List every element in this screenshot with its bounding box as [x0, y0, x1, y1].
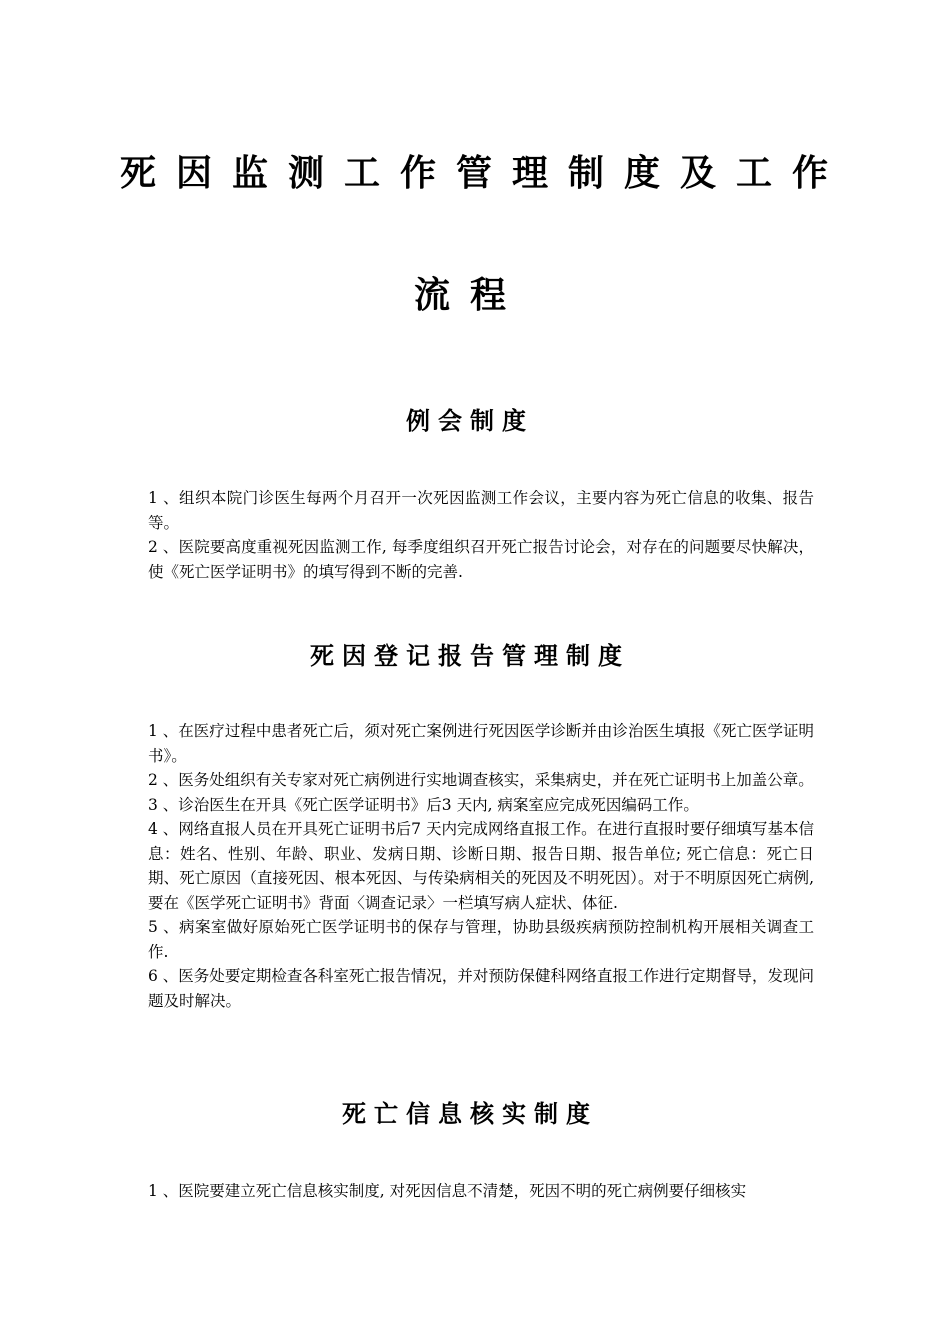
- list-item: 1 、医院要建立死亡信息核实制度, 对死因信息不清楚，死因不明的死亡病例要仔细核实: [148, 1182, 747, 1200]
- list-item: 1 、在医疗过程中患者死亡后，须对死亡案例进行死因医学诊断并由诊治医生填报《死亡医学证明书》。: [148, 722, 814, 765]
- document-title-line-2: 流程: [413, 275, 526, 316]
- section-heading-death-registration: 死因登记报告管理制度: [310, 642, 630, 670]
- section-body-death-registration: [148, 719, 814, 1013]
- section-heading-meeting-system: 例会制度: [406, 407, 534, 435]
- document-title-line-1: 死因监测工作管理制度及工作: [120, 153, 849, 194]
- section-body-death-verification: [148, 1179, 814, 1204]
- section-body-meeting-system: [148, 486, 814, 584]
- section-heading-death-verification: 死亡信息核实制度: [342, 1100, 598, 1128]
- list-item: 2 、医务处组织有关专家对死亡病例进行实地调查核实，采集病史，并在死亡证明书上加盖公章。: [148, 771, 814, 789]
- list-item: 3 、诊治医生在开具《死亡医学证明书》后3 天内, 病案室应完成死因编码工作。: [148, 795, 699, 814]
- list-item: 2 、医院要高度重视死因监测工作, 每季度组织召开死亡报告讨论会，对存在的问题要尽快解决，使《死亡医学证明书》的填写得到不断的完善.: [148, 538, 814, 581]
- list-item: 5 、病案室做好原始死亡医学证明书的保存与管理，协助县级疾病预防控制机构开展相关调查工作.: [148, 918, 814, 961]
- list-item: 6 、医务处要定期检查各科室死亡报告情况，并对预防保健科网络直报工作进行定期督导，发现问题及时解决。: [148, 967, 814, 1010]
- list-item: 4 、网络直报人员在开具死亡证明书后7 天内完成网络直报工作。在进行直报时要仔细填写基本信息：姓名、性别、年龄、职业、发病日期、诊断日期、报告日期、报告单位; 死亡信息：死亡日期、死亡原因（直接死因、根本死因、与传染病相关的死因及不明死因）。对于不明原因死亡病例, 要在《医学死亡证明书》背面〈调查记录〉一栏填写病人症状、体征.: [148, 820, 814, 912]
- list-item: 1 、组织本院门诊医生每两个月召开一次死因监测工作会议，主要内容为死亡信息的收集、报告等。: [148, 489, 814, 532]
